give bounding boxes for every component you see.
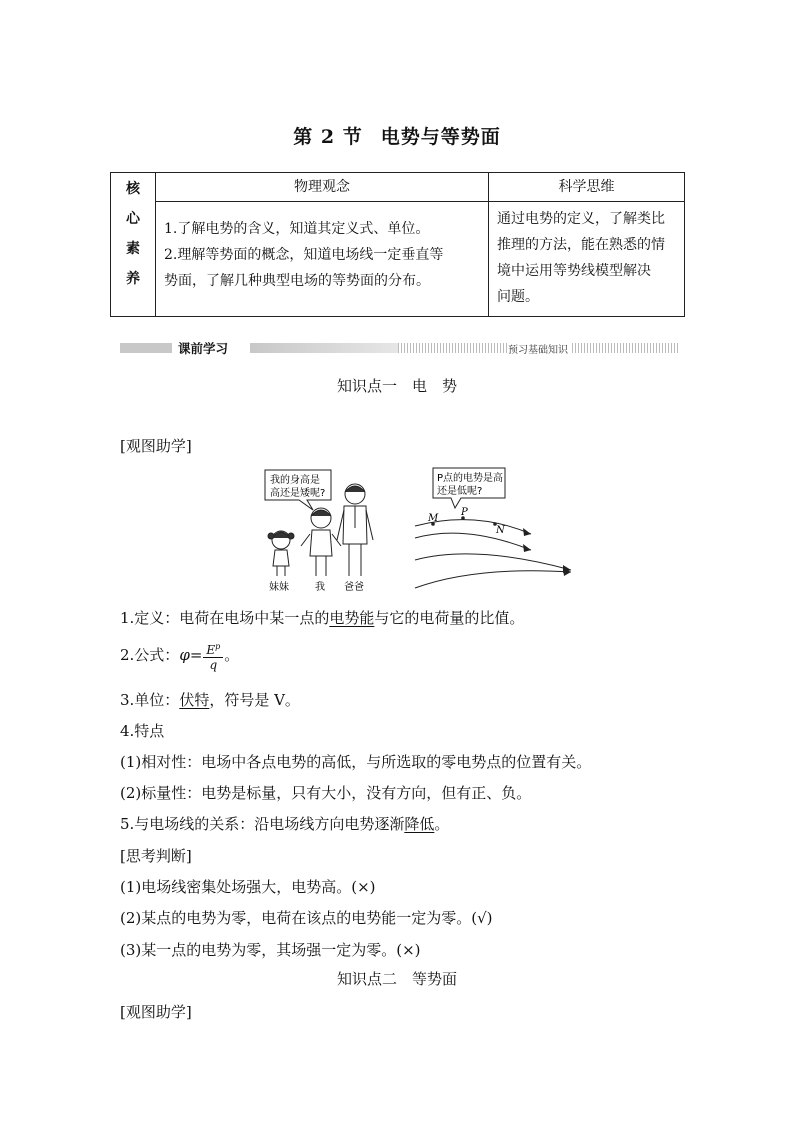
formula-numerator: E [206, 643, 216, 657]
observe-header-2: [观图助学] [120, 1003, 192, 1021]
concept-item: 势面，了解几种典型电场的等势面的分布。 [164, 273, 430, 289]
think-judge-header: [思考判断] [120, 847, 192, 865]
judge-item-1: (1)电场线密集处场强大，电势高。(×) [120, 878, 376, 896]
label-sister: 妹妹 [269, 582, 289, 593]
judge-item-2: (2)某点的电势为零，电荷在该点的电势能一定为零。(√) [120, 909, 493, 927]
feature-relativity: (1)相对性：电场中各点电势的高低，与所选取的零电势点的位置有关。 [120, 753, 592, 771]
unit-line [120, 689, 300, 710]
formula-superscript: p [215, 642, 221, 651]
definition-line [120, 607, 524, 628]
thinking-line: 境中运用等势线模型解决 [497, 263, 651, 279]
label-me: 我 [315, 582, 325, 593]
formula-end: 。 [224, 646, 240, 664]
relation-text: 5.与电场线的关系：沿电场线方向电势逐渐 [120, 815, 405, 833]
judge-item-3: (3)某一点的电势为零，其场强一定为零。(×) [120, 941, 421, 959]
feature-scalar: (2)标量性：电势是标量，只有大小，没有方向，但有正、负。 [120, 784, 532, 802]
label-P: P [461, 507, 468, 518]
page-title [0, 122, 794, 149]
definition-text: 1.定义：电荷在电场中某一点的 [120, 609, 330, 627]
unit-text: 3.单位： [120, 691, 180, 709]
potential-illustration [255, 466, 595, 600]
thinking-line: 问题。 [497, 289, 539, 305]
banner-hatch [398, 343, 508, 353]
bubble-right-line: 还是低呢? [437, 486, 483, 497]
bubble-right-line: P点的电势是高 [437, 473, 504, 484]
field-arrowheads [523, 528, 571, 576]
definition-underline: 电势能 [329, 609, 375, 627]
formula-equals: = [189, 646, 203, 664]
electric-field-lines [415, 520, 571, 588]
father-figure [337, 484, 373, 576]
formula-fraction [203, 640, 223, 672]
knowledge-point-2-heading: 知识点二 等势面 [336, 970, 457, 988]
concept-item: 2.理解等势面的概念，知道电场线一定垂直等 [164, 247, 444, 263]
sister-figure [268, 531, 294, 576]
thinking-line: 通过电势的定义，了解类比 [497, 211, 665, 227]
core-literacy-label [111, 173, 156, 317]
definition-text: 与它的电荷量的比值。 [374, 609, 525, 627]
formula-denominator: q [209, 658, 218, 672]
knowledge-point-1-heading: 知识点一 电 势 [336, 377, 457, 395]
banner-decoration [250, 343, 398, 353]
formula-label: 2.公式： [120, 646, 180, 664]
side-char: 养 [126, 271, 140, 287]
observe-header: [观图助学] [120, 437, 192, 455]
unit-text: ，符号是 V。 [209, 691, 300, 709]
side-char: 核 [126, 181, 140, 197]
physics-concept-header: 物理观念 [156, 173, 489, 202]
banner-sublabel: 预习基础知识 [508, 345, 568, 356]
label-M: M [428, 513, 439, 524]
banner-hatch [572, 343, 680, 353]
side-char: 素 [126, 241, 140, 257]
formula-phi: φ [179, 646, 190, 664]
boy-figure [301, 508, 341, 576]
bubble-left-line: 高还是矮呢? [270, 488, 326, 499]
core-literacy-table [110, 172, 685, 317]
banner-label: 课前学习 [178, 341, 229, 356]
banner-decoration [120, 343, 172, 353]
formula-line [120, 640, 239, 672]
relation-text: 。 [434, 815, 450, 833]
section-banner [120, 341, 680, 355]
physics-concept-content [156, 202, 489, 317]
concept-item: 1.了解电势的含义，知道其定义式、单位。 [164, 221, 430, 237]
scientific-thinking-header: 科学思维 [489, 173, 685, 202]
section-number: 第 2 节 [293, 126, 363, 148]
relation-underline: 降低 [404, 815, 435, 833]
label-N: N [496, 525, 505, 536]
bubble-left-line: 我的身高是 [270, 475, 320, 486]
unit-underline: 伏特 [179, 691, 210, 709]
scientific-thinking-content [489, 202, 685, 317]
side-char: 心 [126, 211, 140, 227]
thinking-line: 推理的方法，能在熟悉的情 [497, 237, 665, 253]
label-father: 爸爸 [344, 582, 364, 593]
relation-line [120, 813, 449, 834]
section-name: 电势与等势面 [380, 126, 501, 148]
feature-heading: 4.特点 [120, 722, 165, 740]
